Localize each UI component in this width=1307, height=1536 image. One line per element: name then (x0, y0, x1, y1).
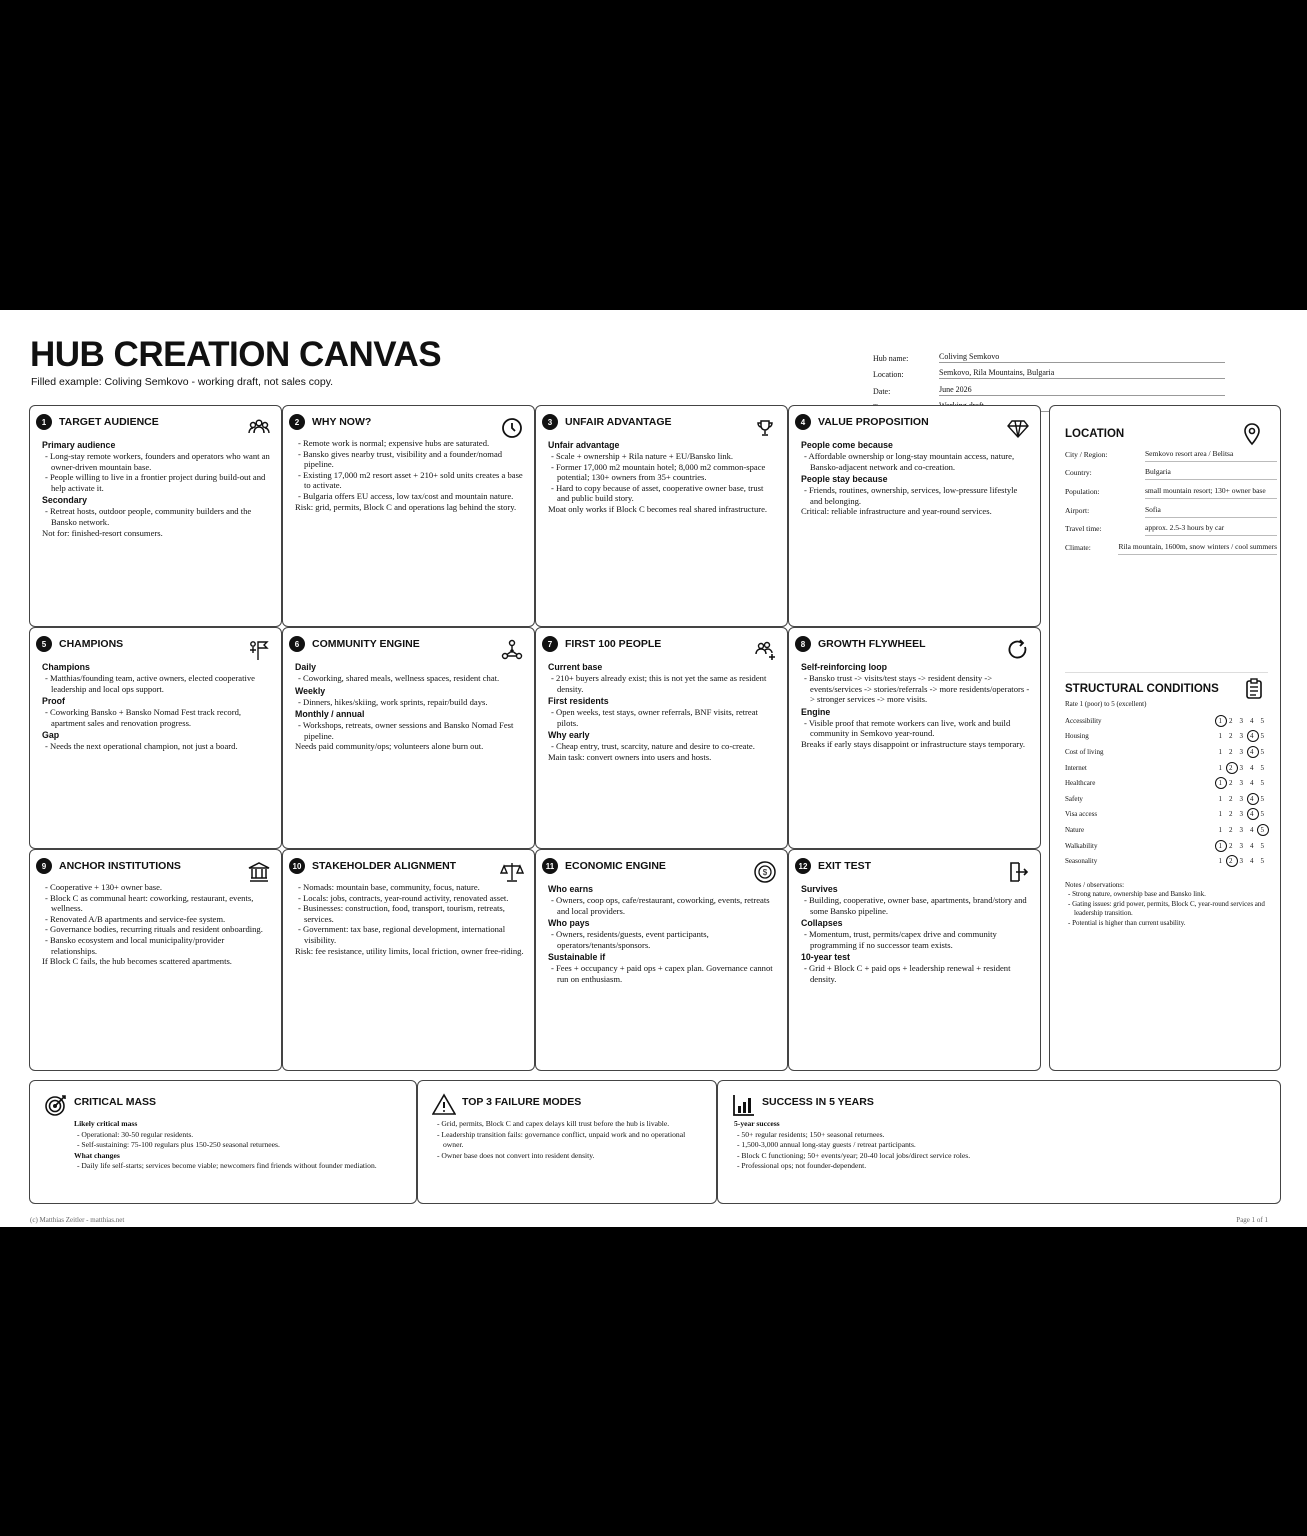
note-text: Critical: reliable infrastructure and year-round services. (801, 506, 992, 517)
note-text: Not for: finished-resort consumers. (42, 527, 163, 538)
box-title: UNFAIR ADVANTAGE (565, 416, 672, 428)
bullet-item: - Dinners, hikes/skiing, work sprints, repair/build days. (298, 696, 488, 707)
rating-option: 2 (1229, 810, 1233, 819)
canvas-box-value-proposition (788, 405, 1041, 627)
rating-option: 4 (1250, 825, 1254, 834)
rating-option: 3 (1239, 763, 1243, 772)
rating-option: 4 (1250, 841, 1254, 850)
box-header (36, 858, 181, 874)
section-heading: Who pays (548, 918, 590, 929)
bullet-item: - Nomads: mountain base, community, focus, nature. (298, 882, 480, 892)
note-item: - Strong nature, ownership base and Bansko link. (1068, 890, 1206, 899)
canvas-box-why-now (282, 405, 535, 627)
bullet-item: - Owners, coop ops, cafe/restaurant, coworking, events, retreats and local providers. (551, 895, 770, 916)
box-body (801, 660, 1030, 750)
canvas-box-target-audience (29, 405, 282, 627)
structural-subtitle: Rate 1 (poor) to 5 (excellent) (1065, 700, 1147, 708)
rating-label: Accessibility (1065, 716, 1102, 725)
location-value: Rila mountain, 1600m, snow winters / cool summers (1118, 542, 1277, 555)
rating-option: 5 (1260, 857, 1264, 866)
canvas-box-unfair-advantage (535, 405, 788, 627)
bullet-item: - 210+ buyers already exist; this is not yet the same as resident density. (551, 673, 767, 694)
divider (1065, 672, 1268, 673)
rating-label: Healthcare (1065, 779, 1096, 788)
bullet-item: - Cheap entry, trust, scarcity, nature and desire to co-create. (551, 741, 755, 752)
bullet-item: - Governance bodies, recurring rituals and resident onboarding. (45, 924, 263, 935)
location-label: Population: (1065, 487, 1100, 497)
meta-label: Location: (873, 370, 904, 379)
box-body (42, 882, 271, 967)
rating-row (1065, 729, 1277, 745)
box-number: 12 (795, 858, 811, 874)
warning-icon (432, 1093, 456, 1117)
clock-icon (500, 416, 524, 440)
rating-option: 3 (1239, 825, 1243, 834)
rating-option: 2 (1229, 841, 1233, 850)
location-value: Sofia (1145, 505, 1277, 518)
rating-selected: 4 (1247, 748, 1258, 756)
rating-scale (1215, 748, 1268, 756)
section-heading: Survives (801, 884, 838, 894)
section-heading: 5-year success (734, 1119, 780, 1128)
box-title: GROWTH FLYWHEEL (818, 638, 926, 650)
box-title: ANCHOR INSTITUTIONS (59, 860, 181, 872)
section-heading: Self-reinforcing loop (801, 662, 888, 672)
location-value: Bulgaria (1145, 467, 1277, 480)
bullet-item: - Affordable ownership or long-stay mountain access, nature, Bansko-adjacent network and co-creation. (804, 451, 1015, 472)
box-header (542, 636, 661, 652)
box-header (289, 858, 456, 874)
note-item: - Potential is higher than current usability. (1068, 918, 1186, 927)
bullet-item: - Visible proof that remote workers can live, work and build community in Semkovo year-round. (804, 717, 1011, 739)
bottom-box-body (734, 1119, 1270, 1172)
box-number: 2 (289, 414, 305, 430)
box-body (295, 438, 524, 512)
rating-option: 1 (1218, 810, 1222, 819)
location-label: Airport: (1065, 505, 1090, 515)
bullet-item: - 1,500-3,000 annual long-stay guests / retreat participants. (737, 1140, 916, 1149)
location-value: small mountain resort; 130+ owner base (1145, 486, 1277, 499)
section-heading: 10-year test (801, 952, 850, 963)
section-heading: Daily (295, 662, 317, 672)
location-row (1065, 499, 1277, 518)
bullet-item: - Grid, permits, Block C and capex delays kill trust before the hub is livable. (437, 1119, 670, 1128)
box-title: FIRST 100 PEOPLE (565, 638, 662, 650)
bottom-box-title: TOP 3 FAILURE MODES (462, 1096, 582, 1108)
canvas-box-stakeholder-alignment (282, 849, 535, 1071)
section-heading: Gap (42, 730, 60, 741)
bullet-item: - Workshops, retreats, owner sessions and Bansko Nomad Fest pipeline. (298, 720, 514, 741)
canvas-box-community-engine (282, 627, 535, 849)
rating-option: 5 (1260, 763, 1264, 772)
section-heading: Likely critical mass (74, 1119, 138, 1128)
rating-row (1065, 807, 1277, 823)
rating-option: 4 (1250, 716, 1254, 725)
rating-option: 5 (1260, 794, 1264, 803)
bullet-item: - Renovated A/B apartments and service-fee system. (45, 913, 226, 924)
section-heading: Collapses (801, 918, 843, 929)
flag-icon (247, 638, 271, 662)
rating-option: 5 (1260, 716, 1264, 725)
bullet-item: - 50+ regular residents; 150+ seasonal returnees. (737, 1129, 885, 1139)
rating-selected: 2 (1226, 764, 1237, 772)
section-heading: Monthly / annual (295, 709, 365, 720)
bullet-item: - Coworking Bansko + Bansko Nomad Fest track record, apartment sales and renovation progress. (45, 707, 242, 728)
box-body (548, 660, 777, 763)
section-heading: People stay because (801, 474, 888, 485)
bullet-item: - Block C as communal heart: coworking, restaurant, events, wellness. (45, 892, 254, 914)
rating-selected: 4 (1247, 810, 1258, 818)
location-title: LOCATION (1065, 428, 1125, 440)
rating-scale (1215, 810, 1268, 818)
rating-selected: 1 (1215, 842, 1226, 850)
rating-option: 3 (1239, 841, 1243, 850)
location-panel (1049, 405, 1281, 1071)
structural-title: STRUCTURAL CONDITIONS (1065, 683, 1219, 695)
rating-option: 1 (1218, 763, 1222, 772)
location-label: Climate: (1065, 543, 1091, 553)
rating-selected: 2 (1226, 857, 1237, 865)
rating-option: 3 (1239, 857, 1243, 866)
footer-copyright: (c) Matthias Zeitler - matthias.net (30, 1216, 125, 1224)
meta-fields (873, 346, 1225, 412)
section-heading: Why early (548, 730, 590, 741)
box-title: VALUE PROPOSITION (818, 416, 929, 428)
box-body (801, 438, 1030, 517)
cycle-icon (1006, 638, 1030, 662)
meta-row-date (873, 379, 1225, 396)
bottom-box-title: CRITICAL MASS (74, 1096, 157, 1108)
rating-option: 5 (1260, 810, 1264, 819)
section-heading: Primary audience (42, 440, 116, 450)
rating-selected: 4 (1247, 732, 1258, 740)
box-title: CHAMPIONS (59, 638, 124, 650)
rating-scale (1215, 795, 1268, 803)
box-body (42, 660, 271, 752)
structural-ratings (1065, 713, 1277, 869)
box-number: 10 (289, 858, 305, 874)
scales-icon (500, 860, 524, 884)
bullet-item: - Grid + Block C + paid ops + leadership renewal + resident density. (804, 963, 1011, 984)
box-header (542, 858, 666, 874)
rating-option: 4 (1250, 763, 1254, 772)
rating-option: 2 (1229, 716, 1233, 725)
canvas-box-growth-flywheel (788, 627, 1041, 849)
rating-option: 3 (1239, 779, 1243, 788)
section-heading: Weekly (295, 685, 326, 696)
bullet-item: - Bansko gives nearby trust, visibility and a founder/nomad pipeline. (298, 448, 503, 470)
box-title: COMMUNITY ENGINE (312, 638, 420, 650)
add-people-icon (753, 638, 777, 662)
note-item: - Gating issues: grid power, permits, Block C, year-round services and leadership transition. (1068, 899, 1265, 918)
rating-option: 1 (1218, 747, 1222, 756)
note-text: Breaks if early stays disappoint or infrastructure stays temporary. (801, 738, 1026, 749)
box-number: 1 (36, 414, 52, 430)
meta-row-location (873, 363, 1225, 380)
box-number: 6 (289, 636, 305, 652)
location-value: Semkovo resort area / Belitsa (1145, 449, 1277, 462)
meta-value: June 2026 (939, 385, 1225, 396)
section-heading: Secondary (42, 495, 87, 506)
rating-scale (1215, 842, 1268, 850)
bullet-item: - Building, cooperative, owner base, apartments, brand/story and some Bansko pipeline. (804, 895, 1027, 916)
section-heading: First residents (548, 696, 609, 707)
rating-option: 1 (1218, 857, 1222, 866)
rating-row (1065, 760, 1277, 776)
rating-option: 2 (1229, 825, 1233, 834)
exit-icon (1006, 860, 1030, 884)
rating-scale (1215, 779, 1268, 787)
box-body (548, 882, 777, 985)
rating-option: 5 (1260, 732, 1264, 741)
rating-option: 5 (1260, 841, 1264, 850)
rating-option: 2 (1229, 732, 1233, 741)
rating-option: 3 (1239, 732, 1243, 741)
box-title: STAKEHOLDER ALIGNMENT (312, 860, 457, 872)
box-header (36, 636, 123, 652)
money-cycle-icon (753, 860, 777, 884)
rating-option: 4 (1250, 857, 1254, 866)
bottom-box-title: SUCCESS IN 5 YEARS (762, 1096, 874, 1108)
rating-scale (1215, 717, 1268, 725)
trophy-icon (753, 416, 777, 440)
bullet-item: - Cooperative + 130+ owner base. (45, 882, 163, 892)
meta-value: Semkovo, Rila Mountains, Bulgaria (939, 368, 1225, 379)
rating-label: Internet (1065, 763, 1087, 772)
rating-option: 2 (1229, 747, 1233, 756)
bullet-item: - Bansko ecosystem and local municipality/provider relationships. (45, 934, 225, 956)
rating-option: 1 (1218, 794, 1222, 803)
network-icon (500, 638, 524, 662)
box-header (289, 414, 371, 430)
people-group-icon (247, 416, 271, 440)
note-text: Moat only works if Block C becomes real shared infrastructure. (548, 503, 768, 514)
rating-option: 2 (1229, 794, 1233, 803)
bullet-item: - Retreat hosts, outdoor people, community builders and the Bansko network. (45, 506, 252, 527)
bullet-item: - Needs the next operational champion, not just a board. (45, 741, 238, 752)
canvas-box-economic-engine (535, 849, 788, 1071)
location-value: approx. 2.5-3 hours by car (1145, 523, 1277, 536)
bullet-item: - Long-stay remote workers, founders and operators who want an owner-driven mountain base. (45, 451, 270, 472)
bullet-item: - Owner base does not convert into resident density. (437, 1150, 595, 1160)
location-label: Country: (1065, 468, 1092, 478)
rating-label: Visa access (1065, 810, 1098, 819)
canvas-box-champions (29, 627, 282, 849)
box-header (795, 636, 926, 652)
location-fields (1065, 443, 1277, 555)
bullet-item: - Remote work is normal; expensive hubs are saturated. (298, 438, 490, 448)
box-number: 9 (36, 858, 52, 874)
box-header (795, 858, 871, 874)
box-body (295, 882, 524, 956)
bottom-box-success-in-5-years (717, 1080, 1281, 1204)
rating-row (1065, 838, 1277, 854)
box-body (42, 438, 271, 538)
rating-option: 1 (1218, 732, 1222, 741)
rating-selected: 4 (1247, 795, 1258, 803)
rating-option: 3 (1239, 810, 1243, 819)
bullet-item: - Fees + occupancy + paid ops + capex plan. Governance cannot run on enthusiasm. (551, 963, 773, 984)
box-title: TARGET AUDIENCE (59, 416, 159, 428)
rating-row (1065, 713, 1277, 729)
rating-scale (1215, 857, 1268, 865)
rating-option: 3 (1239, 747, 1243, 756)
institution-icon (247, 860, 271, 884)
location-label: City / Region: (1065, 449, 1108, 459)
rating-row (1065, 822, 1277, 838)
bullet-item: - Locals: jobs, contracts, year-round activity, renovated asset. (298, 892, 509, 903)
canvas-box-exit-test (788, 849, 1041, 1071)
bullet-item: - Government: tax base, regional development, international visibility. (298, 924, 506, 945)
box-body (801, 882, 1030, 985)
location-row (1065, 480, 1277, 499)
bullet-item: - Matthias/founding team, active owners, elected cooperative leadership and local ops support. (45, 673, 255, 694)
bullet-item: - Professional ops; not founder-dependent. (737, 1161, 867, 1170)
box-number: 3 (542, 414, 558, 430)
svg-text:$: $ (762, 868, 768, 877)
box-title: EXIT TEST (818, 860, 872, 872)
rating-label: Nature (1065, 825, 1085, 834)
section-heading: Sustainable if (548, 952, 606, 963)
bullet-item: - Daily life self-starts; services become viable; newcomers find friends without founder mediation. (77, 1161, 377, 1170)
box-header (795, 414, 929, 430)
bullet-item: - People willing to live in a frontier project during build-out and help activate it. (45, 472, 266, 493)
rating-row (1065, 744, 1277, 760)
location-label: Travel time: (1065, 524, 1102, 534)
rating-selected: 1 (1215, 779, 1226, 787)
location-row (1065, 536, 1277, 555)
target-icon (44, 1093, 68, 1117)
notes-list (1065, 890, 1265, 928)
rating-option: 4 (1250, 779, 1254, 788)
bullet-item: - Leadership transition fails: governance conflict, unpaid work and no operational owner. (437, 1129, 686, 1149)
meta-value: Coliving Semkovo (939, 352, 1225, 363)
rating-option: 3 (1239, 716, 1243, 725)
section-heading: Current base (548, 662, 603, 672)
bottom-box-top-3-failure-modes (417, 1080, 717, 1204)
box-header (289, 636, 420, 652)
section-heading: What changes (74, 1150, 120, 1160)
section-heading: Engine (801, 706, 831, 717)
bottom-box-critical-mass (29, 1080, 417, 1204)
note-text: If Block C fails, the hub becomes scattered apartments. (42, 956, 232, 967)
box-number: 5 (36, 636, 52, 652)
box-body (548, 438, 777, 515)
rating-label: Safety (1065, 794, 1083, 803)
bullet-item: - Existing 17,000 m2 resort asset + 210+ sold units creates a base to activate. (298, 469, 523, 491)
rating-option: 1 (1218, 825, 1222, 834)
box-number: 7 (542, 636, 558, 652)
bullet-item: - Block C functioning; 50+ events/year; 20-40 local jobs/direct service roles. (737, 1150, 971, 1160)
location-row (1065, 518, 1277, 537)
bullet-item: - Businesses: construction, food, transport, tourism, retreats, services. (298, 903, 505, 924)
rating-scale (1215, 826, 1268, 834)
section-heading: Champions (42, 662, 90, 672)
rating-option: 5 (1260, 779, 1264, 788)
rating-row (1065, 791, 1277, 807)
box-number: 8 (795, 636, 811, 652)
footer-page-number: Page 1 of 1 (1236, 1216, 1268, 1224)
rating-option: 5 (1260, 747, 1264, 756)
box-header (542, 414, 672, 430)
bullet-item: - Bansko trust -> visits/test stays -> resident density -> events/services -> stories/referrals -> more residents/operators -> stronger services -> more visits. (804, 673, 1030, 705)
box-number: 11 (542, 858, 558, 874)
rating-option: 3 (1239, 794, 1243, 803)
note-text: Needs paid community/ops; volunteers alone burn out. (295, 741, 484, 752)
rating-scale (1215, 764, 1268, 772)
bar-chart-icon (732, 1093, 756, 1117)
bullet-item: - Momentum, trust, permits/capex drive and community programming if no successor team exists. (804, 929, 997, 950)
section-heading: Who earns (548, 884, 593, 894)
location-row (1065, 462, 1277, 481)
bullet-item: - Friends, routines, ownership, services, low-pressure lifestyle and belonging. (804, 485, 1018, 506)
box-body (295, 660, 524, 752)
bullet-item: - Self-sustaining: 75-100 regulars plus 150-250 seasonal returnees. (77, 1140, 280, 1149)
bullet-item: - Open weeks, test stays, owner referrals, BNF visits, retreat pilots. (551, 707, 758, 728)
notes-title: Notes / observations: (1065, 881, 1125, 889)
canvas-box-first-100-people (535, 627, 788, 849)
rating-selected: 5 (1257, 826, 1268, 834)
page-title: HUB CREATION CANVAS (30, 335, 442, 374)
rating-label: Walkability (1065, 841, 1098, 850)
meta-label: Hub name: (873, 353, 909, 363)
note-text: Risk: grid, permits, Block C and operations lag behind the story. (295, 501, 517, 512)
bullet-item: - Owners, residents/guests, event participants, operators/tenants/sponsors. (551, 929, 709, 950)
bottom-box-body (434, 1119, 706, 1161)
rating-label: Seasonality (1065, 857, 1098, 866)
note-text: Main task: convert owners into users and hosts. (548, 751, 712, 762)
page-subtitle: Filled example: Coliving Semkovo - working draft, not sales copy. (31, 376, 334, 388)
rating-row (1065, 775, 1277, 791)
section-heading: People come because (801, 440, 893, 450)
bullet-item: - Coworking, shared meals, wellness spaces, resident chat. (298, 673, 500, 683)
rating-label: Cost of living (1065, 747, 1104, 756)
bullet-item: - Hard to copy because of asset, cooperative owner base, trust and public build story. (551, 482, 764, 504)
bullet-item: - Bulgaria offers EU access, low tax/cost and mountain nature. (298, 490, 514, 501)
section-heading: Unfair advantage (548, 440, 620, 450)
bullet-item: - Scale + ownership + Rila nature + EU/Bansko link. (551, 451, 734, 461)
structural-notes (1065, 881, 1265, 928)
location-row (1065, 443, 1277, 462)
clipboard-icon (1244, 678, 1264, 700)
canvas-box-anchor-institutions (29, 849, 282, 1071)
box-title: ECONOMIC ENGINE (565, 860, 666, 872)
rating-selected: 1 (1215, 717, 1226, 725)
box-title: WHY NOW? (312, 416, 372, 428)
rating-option: 2 (1229, 779, 1233, 788)
note-text: Risk: fee resistance, utility limits, local friction, owner free-riding. (295, 945, 524, 956)
meta-label: Date: (873, 386, 891, 396)
bottom-box-body (74, 1119, 406, 1172)
canvas-sheet (0, 310, 1307, 1227)
bullet-item: - Former 17,000 m2 mountain hotel; 8,000 m2 common-space potential; 130+ owners from 35+ countries. (551, 461, 766, 483)
bullet-item: - Operational: 30-50 regular residents. (77, 1129, 194, 1139)
box-header (36, 414, 159, 430)
diamond-icon (1006, 416, 1030, 440)
rating-row (1065, 853, 1277, 869)
section-heading: Proof (42, 696, 65, 707)
rating-label: Housing (1065, 732, 1089, 741)
meta-row-hub-name (873, 346, 1225, 363)
box-number: 4 (795, 414, 811, 430)
rating-scale (1215, 732, 1268, 740)
